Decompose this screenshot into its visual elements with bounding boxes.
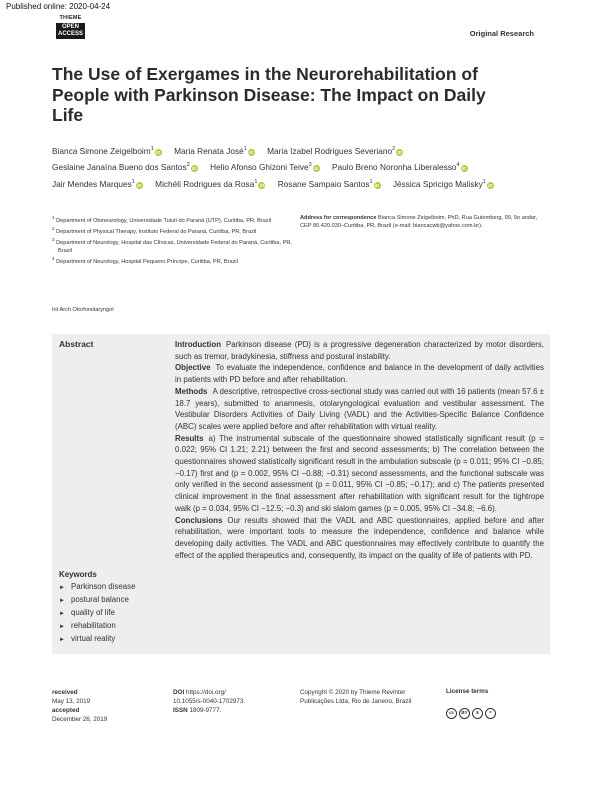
author-name[interactable]: Bianca Simone Zeigelboim$^1$iD xyxy=(52,145,161,156)
published-online-date: Published online: 2020-04-24 xyxy=(6,2,111,11)
doi-block xyxy=(173,688,245,715)
correspondence xyxy=(300,214,550,230)
cc-nd-icon[interactable]: = xyxy=(485,708,496,719)
abstract-section-text: To evaluate the independence, confidence and balance in the development of daily activities in patients with PD before and after rehabilitation. xyxy=(175,363,544,385)
author-name[interactable]: Geslaine Janaína Bueno dos Santos$^2$iD xyxy=(52,162,197,173)
affiliation-number: 2 xyxy=(52,226,55,232)
doi-id: 10.1055/s-0040-1702973. xyxy=(173,698,246,706)
bullet-arrow-icon: ► xyxy=(59,598,65,604)
orcid-icon[interactable]: iD xyxy=(259,182,265,188)
author-name[interactable]: Maria Izabel Rodrigues Severiano$^2$iD xyxy=(267,145,402,156)
abstract-section-text: A descriptive, retrospective cross-sectional study was carried out with 16 patients (mean 57.6 ± 18.7 years), submitted to anamnesis, otolaryngological evaluation and vestibular assessment. The Vestibular Disorders Activities of Daily Living (VADL) and the Activities-Specific Balance Confidence (ABC) scales were applied before and after rehabilitation with virtual reality. xyxy=(175,386,544,431)
bullet-arrow-icon: ► xyxy=(59,585,65,591)
license-label: License terms xyxy=(446,688,489,695)
issn-label: ISSN xyxy=(173,707,188,715)
affiliation-item xyxy=(52,236,292,255)
author-affiliation-number: 1 xyxy=(369,178,373,185)
abstract-body xyxy=(175,339,544,561)
cc-license-icons[interactable] xyxy=(446,701,498,719)
orcid-icon[interactable]: iD xyxy=(156,149,161,155)
affiliation-number: 4 xyxy=(52,256,55,262)
abstract-section-results xyxy=(175,433,544,515)
affiliation-item xyxy=(52,214,292,225)
abstract-section-text: Our results showed that the VADL and ABC questionnaires, applied before and after rehabilitation, were important tools to measure the independence, confidence and balance while developing daily activities. The VADL and ABC questionnaires may effectively contribute to quantify the effect of the applied therapeutics and, consequently, its impact on the quality of life of patients with PD. xyxy=(175,515,544,560)
bullet-arrow-icon: ► xyxy=(59,637,65,643)
author-name[interactable]: Maria Renata José$^1$iD xyxy=(174,145,254,156)
abstract-section-text: a) The instrumental subscale of the questionnaire showed statistically significant result (p = 0.022; 95% CI 1.21; 2.21) between the first and second assessments; b) The correlation between the questionnaires showed statistically significant result in the ambulation subscale (p = 0.011; 95% CI −0.85; −0.17) first and (p = 0.002, 95% CI −0.88; −0.31) second assessments, and the functional subscale was only verified in the second assessment (p = 0.011, 95% CI −0.85; −0.17); and c) The patients presented clinical improvement in the final assessment after rehabilitation with significant result for the tightrope walk (p = 0.034, 95% CI −12.5; −0.3) and ski slalom games (p = 0.005, 95% CI −34.8; −6.6). xyxy=(175,433,544,513)
copyright xyxy=(300,688,411,706)
abstract-section-methods xyxy=(175,386,544,433)
author-affiliation-number: 1 xyxy=(150,146,154,152)
date-label: received xyxy=(52,689,78,696)
logo-open-access-text: OPEN ACCESS xyxy=(57,23,83,37)
keyword-text: quality of life xyxy=(71,608,115,617)
cc-by-icon[interactable]: BY xyxy=(459,708,470,719)
keyword-item[interactable] xyxy=(59,594,135,607)
orcid-icon[interactable]: iD xyxy=(374,182,380,188)
orcid-icon[interactable]: iD xyxy=(249,149,254,155)
abstract-section-conclusions xyxy=(175,515,544,562)
keyword-item[interactable] xyxy=(59,581,135,594)
author-list xyxy=(52,142,552,191)
author-name[interactable]: Paulo Breno Noronha Liberalesso$^4$iD xyxy=(332,162,467,173)
keywords xyxy=(59,569,135,646)
abstract-heading: Abstract xyxy=(59,339,94,349)
date-label: accepted xyxy=(52,707,80,715)
author-affiliation-number: 4 xyxy=(456,162,460,169)
keyword-item[interactable] xyxy=(59,607,135,620)
bullet-arrow-icon: ► xyxy=(59,611,65,617)
orcid-icon[interactable]: iD xyxy=(192,166,197,172)
abstract-section-title: Conclusions xyxy=(175,515,223,525)
logo-publisher-text: THIEME xyxy=(59,15,82,21)
abstract-section-introduction xyxy=(175,339,544,362)
affiliation-item xyxy=(52,255,292,266)
affiliation-number: 3 xyxy=(52,237,55,243)
author-affiliation-number: 1 xyxy=(254,178,258,185)
affiliation-number: 1 xyxy=(52,215,55,220)
author-affiliation-number: 2 xyxy=(186,162,190,169)
author-name[interactable]: Michéli Rodrigues da Rosa$^1$iD xyxy=(155,178,265,189)
author-affiliation-number: 1 xyxy=(131,178,135,185)
article-dates xyxy=(52,688,107,724)
affiliation-text: Department of Neurology, Hospital Pequeno Príncipe, Curitiba, PR, Brazil xyxy=(56,259,238,266)
affiliation-text: Department of Neurology, Hospital das Clínicas, Universidade Federal do Paraná, Curitiba, PR, Brazil xyxy=(56,239,292,255)
author-name[interactable]: Helio Afonso Ghizoni Teive$^3$iD xyxy=(210,162,319,173)
doi-label: DOI xyxy=(173,689,185,696)
orcid-icon[interactable]: iD xyxy=(397,149,402,155)
affiliation-item xyxy=(52,225,292,236)
date-value: December 26, 2019 xyxy=(52,716,108,724)
cc-nc-icon[interactable]: $ xyxy=(472,708,483,719)
author-name[interactable]: Jair Mendes Marques$^1$iD xyxy=(52,178,142,189)
article-type: Original Research xyxy=(469,29,534,38)
journal-name: Int Arch Otorhinolaryngol xyxy=(52,307,114,313)
copyright-line-2: Publicações Ltda, Rio de Janeiro, Brazil xyxy=(300,698,412,706)
affiliations xyxy=(52,214,292,266)
author-affiliation-number: 2 xyxy=(392,146,396,152)
keyword-text: rehabilitation xyxy=(71,621,116,630)
author-affiliation-number: 3 xyxy=(308,162,312,169)
orcid-icon[interactable]: iD xyxy=(461,166,467,172)
doi-link[interactable]: https://doi.org/ xyxy=(185,689,226,696)
author-name[interactable]: Jéssica Spricigo Malisky$^1$iD xyxy=(392,178,493,189)
abstract-section-title: Introduction xyxy=(175,340,222,349)
copyright-line-1: Copyright © 2020 by Thieme Revinter xyxy=(300,689,406,696)
abstract-section-title: Results xyxy=(175,433,204,443)
abstract-section-text: Parkinson disease (PD) is a progressive degeneration characterized by motor disorders, such as tremor, bradykinesia, stiffness and postural instability. xyxy=(175,340,544,361)
thieme-open-access-logo xyxy=(56,16,85,39)
orcid-icon[interactable]: iD xyxy=(137,182,142,188)
abstract-section-objective xyxy=(175,362,544,385)
abstract-section-title: Methods xyxy=(175,386,208,396)
author-name[interactable]: Rosane Sampaio Santos$^1$iD xyxy=(277,178,380,189)
abstract-section-title: Objective xyxy=(175,363,211,373)
bullet-arrow-icon: ► xyxy=(59,624,65,630)
date-value: May 13, 2019 xyxy=(52,698,91,706)
correspondence-text: Bianca Simone Zeigelboim, PhD, Rua Gutemberg, 99, 9o andar, CEP 80.420.030–Curitiba, PR, Brazil (e-mail: biancacwb@yahoo.com.br). xyxy=(300,215,538,230)
affiliation-text: Department of Otoneurology, Universidade Tuiuti do Paraná (UTP), Curitiba, PR, Brazil xyxy=(56,217,272,224)
article-title: The Use of Exergames in the Neurorehabilitation of People with Parkinson Disease: The Impact on Daily Life xyxy=(52,64,486,125)
keyword-text: postural balance xyxy=(71,595,129,604)
keyword-text: virtual reality xyxy=(71,634,116,643)
keywords-heading: Keywords xyxy=(59,570,97,579)
affiliation-text: Department of Physical Therapy, Instituto Federal do Paraná, Curitiba, PR, Brazil xyxy=(56,228,257,235)
issn-value: 1809-9777. xyxy=(189,707,222,715)
license-terms xyxy=(446,688,488,695)
correspondence-label: Address for correspondence xyxy=(300,215,377,221)
author-affiliation-number: 1 xyxy=(243,146,247,152)
cc-cc-icon[interactable]: cc xyxy=(446,708,457,719)
author-affiliation-number: 1 xyxy=(482,178,486,185)
orcid-icon[interactable]: iD xyxy=(313,166,319,172)
keyword-item[interactable] xyxy=(59,620,135,633)
orcid-icon[interactable]: iD xyxy=(488,182,493,188)
keyword-item[interactable] xyxy=(59,633,135,646)
keyword-text: Parkinson disease xyxy=(71,582,136,591)
